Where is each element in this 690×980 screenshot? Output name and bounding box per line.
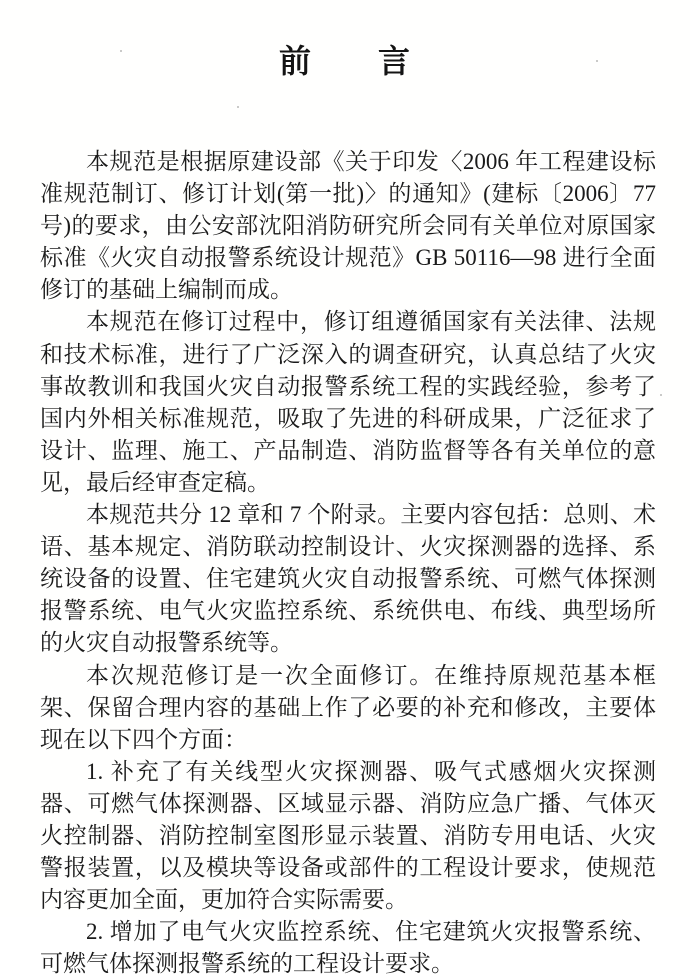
scan-speckle bbox=[237, 106, 239, 108]
paragraph-revision-process: 本规范在修订过程中，修订组遵循国家有关法律、法规和技术标准，进行了广泛深入的调查研究，认真总结了火灾事故教训和我国火灾自动报警系统工程的实践经验，参考了国内外相关标准规范，吸取了先进的科研成果，广泛征求了设计、监理、施工、产品制造、消防监督等各有关单位的意见，最后经审查定稿。 bbox=[40, 309, 656, 495]
scan-speckle bbox=[596, 60, 598, 62]
paragraph-origin: 本规范是根据原建设部《关于印发〈2006 年工程建设标准规范制订、修订计划(第一批)〉的通知》(建标〔2006〕77 号)的要求，由公安部沈阳消防研究所会同有关单位对原国家标准《火灾自动报警系统设计规范》GB 50116—98 进行全面修订的基础上编制而成。 bbox=[40, 149, 656, 303]
scan-speckle bbox=[120, 50, 122, 52]
page-title: 前 言 bbox=[278, 43, 411, 79]
paragraph-contents-overview: 本规范共分 12 章和 7 个附录。主要内容包括：总则、术语、基本规定、消防联动控制设计、火灾探测器的选择、系统设备的设置、住宅建筑火灾自动报警系统、可燃气体探测报警系统、电气火灾监控系统、系统供电、布线、典型场所的火灾自动报警系统等。 bbox=[40, 502, 656, 656]
paragraph-revision-scope: 本次规范修订是一次全面修订。在维持原规范基本框架、保留合理内容的基础上作了必要的补充和修改，主要体现在以下四个方面： bbox=[40, 662, 656, 752]
document-body bbox=[40, 146, 656, 980]
scan-speckle bbox=[660, 394, 662, 396]
paragraph-item-1: 1. 补充了有关线型火灾探测器、吸气式感烟火灾探测器、可燃气体探测器、区域显示器、消防应急广播、气体灭火控制器、消防控制室图形显示装置、消防专用电话、火灾警报装置，以及模块等设备或部件的工程设计要求，使规范内容更加全面，更加符合实际需要。 bbox=[40, 758, 656, 913]
paragraph-item-2: 2. 增加了电气火灾监控系统、住宅建筑火灾报警系统、可燃气体探测报警系统的工程设计要求。 bbox=[40, 919, 656, 977]
